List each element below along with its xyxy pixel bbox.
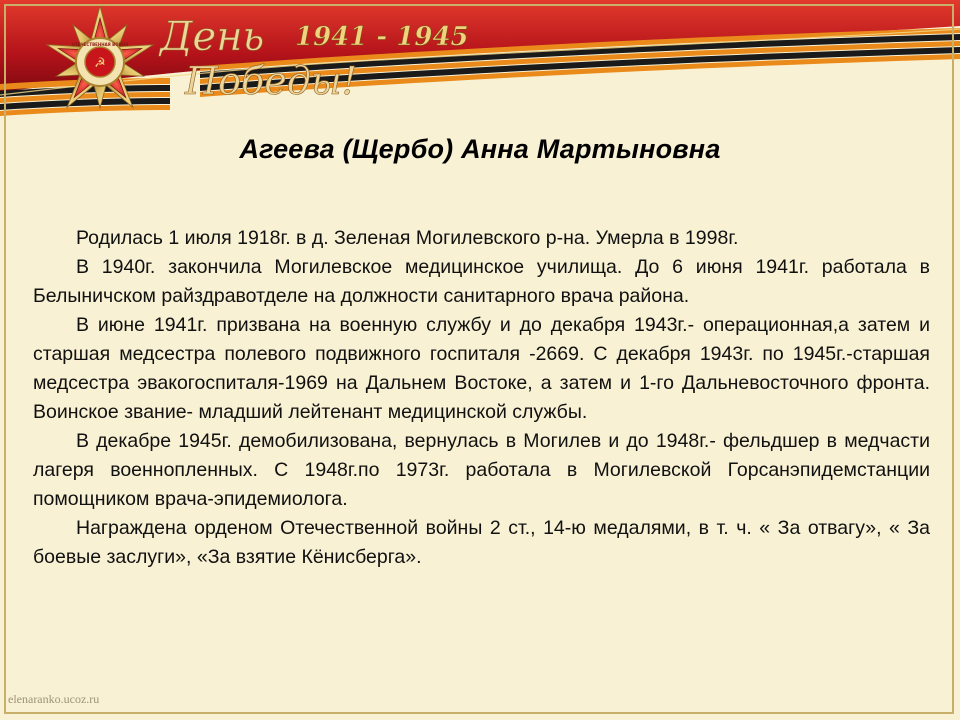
victory-day-banner: [0, 0, 960, 120]
paragraph-post-war: В декабре 1945г. демобилизована, вернулась в Могилев и до 1948г.- фельдшер в медчасти лагеря военнопленных. С 1948г.по 1973г. работала в Могилевской Горсанэпидемстанции помощником врача-эпидемиолога.: [33, 430, 930, 510]
paragraph-birth: Родилась 1 июля 1918г. в д. Зеленая Могилевского р-на. Умерла в 1998г.: [76, 227, 739, 249]
svg-text:☭: ☭: [94, 56, 106, 71]
paragraph-military-service: В июне 1941г. призвана на военную службу и до декабря 1943г.- операционная,а затем и старшая медсестра полевого подвижного госпиталя -2669. С декабря 1943г. по 1945г.-старшая медсестра эвакогоспиталя-1969 на Дальнем Востоке, а затем и 1-го Дальневосточного фронта. Воинское звание- младший лейтенант медицинской службы.: [33, 314, 930, 423]
biography-text: [33, 224, 930, 572]
site-watermark: elenaranko.ucoz.ru: [8, 692, 100, 706]
svg-text:ОТЕЧЕСТВЕННАЯ ВОЙНА: ОТЕЧЕСТВЕННАЯ ВОЙНА: [71, 42, 129, 47]
paragraph-awards: Награждена орденом Отечественной войны 2 ст., 14-ю медалями, в т. ч. « За отвагу», « За боевые заслуги», «За взятие Кёнисберга».: [33, 517, 930, 568]
banner-title-line1: День: [160, 14, 265, 60]
paragraph-education: В 1940г. закончила Могилевское медицинское училища. До 6 июня 1941г. работала в Белыничском райздравотделе на должности санитарного врача района.: [33, 256, 930, 307]
page-title: Агеева (Щербо) Анна Мартыновна: [239, 134, 721, 164]
banner-title-line2: Победы!: [185, 59, 358, 103]
banner-years: 1941 - 1945: [295, 22, 469, 52]
